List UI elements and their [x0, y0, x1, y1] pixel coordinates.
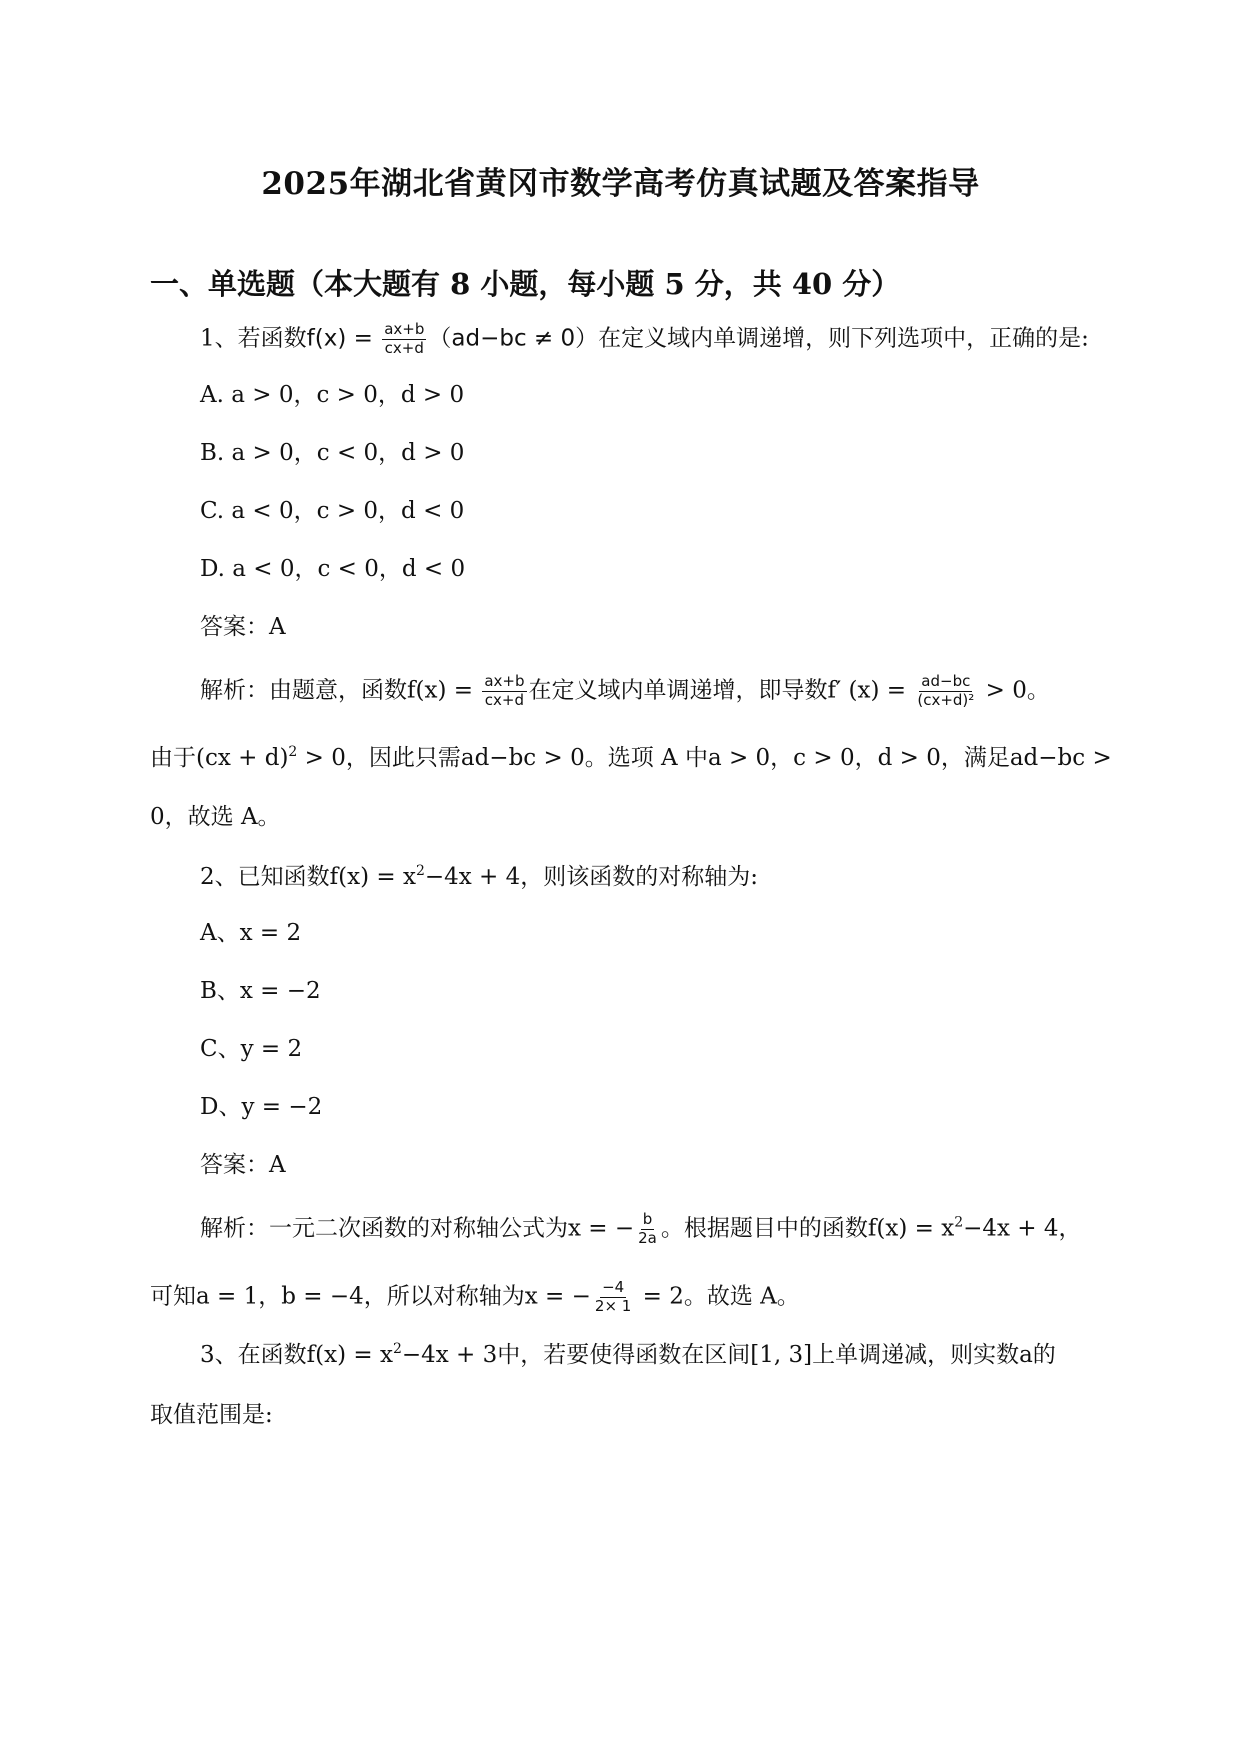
question-1-answer: 答案：A — [200, 614, 286, 640]
question-2-analysis-line-1: 解析：一元二次函数的对称轴公式为x = − $\frac{b}{2a}$ 。根据题目中的函数$f(x) = x^2-4x + 4$， — [200, 1210, 1082, 1247]
question-1-stem: 1、若函数f(x) = $\frac{ax+b}{cx+d}$ （ad−bc ≠ 0）在定义域内单调递增，则下列选项中，正确的是: — [200, 320, 1089, 357]
section-heading: 一、单选题（本大题有 8 小题，每小题 5 分，共 40 分） — [150, 267, 901, 301]
question-2-analysis-line-2: 可知a = 1，b = −4，所以对称轴为x = − $\frac{-4}{2\times 1}$ = 2。故选 A。 — [150, 1278, 800, 1315]
question-2-option-d: D、y = −2 — [200, 1094, 323, 1120]
question-2-option-b: B、x = −2 — [200, 978, 321, 1004]
fraction: $\frac{ax+b}{cx+d}$ — [384, 320, 425, 357]
question-1-option-d: D. a < 0，c < 0，d < 0 — [200, 556, 466, 582]
page-title: 2025年湖北省黄冈市数学高考仿真试题及答案指导 — [261, 166, 980, 202]
fraction: $\frac{ax+b}{cx+d}$ — [484, 672, 525, 709]
question-1-option-b: B. a > 0，c < 0，d > 0 — [200, 440, 465, 466]
question-3-stem-continued: 取值范围是: — [150, 1402, 273, 1428]
question-1-option-c: C. a < 0，c > 0，d < 0 — [200, 498, 465, 524]
question-1-analysis-line-3: 0，故选 A。 — [150, 804, 281, 830]
question-1-analysis-line-2: 由于(cx + d)$^2$ > 0，因此只需ad−bc > 0。选项 A 中a > 0，c > 0，d > 0，满足ad−bc > — [150, 744, 1112, 771]
question-2-option-a: A、x = 2 — [200, 920, 302, 946]
question-2-stem: 2、已知函数$f(x) = x^2-4x + 4$，则该函数的对称轴为: — [200, 863, 759, 890]
question-3-stem: 3、在函数$f(x) = x^2-4x + 3$中，若要使得函数在区间[1, 3]上单调递减，则实数a的 — [200, 1341, 1056, 1368]
question-1-analysis-line-1: 解析：由题意，函数f(x) = $\frac{ax+b}{cx+d}$ 在定义域内单调递增，即导数f′ (x) = $\frac{ad-bc}{\text{(cx+d)²}}$ > 0。 — [200, 672, 1050, 709]
question-2-option-c: C、y = 2 — [200, 1036, 303, 1062]
fraction: $\frac{b}{2a}$ — [638, 1210, 657, 1247]
question-2-answer: 答案：A — [200, 1152, 286, 1178]
fraction: $\frac{-4}{2\times 1}$ — [594, 1278, 632, 1315]
question-1-option-a: A. a > 0，c > 0，d > 0 — [200, 382, 465, 408]
fraction: $\frac{ad-bc}{\text{(cx+d)²}}$ — [917, 672, 975, 709]
